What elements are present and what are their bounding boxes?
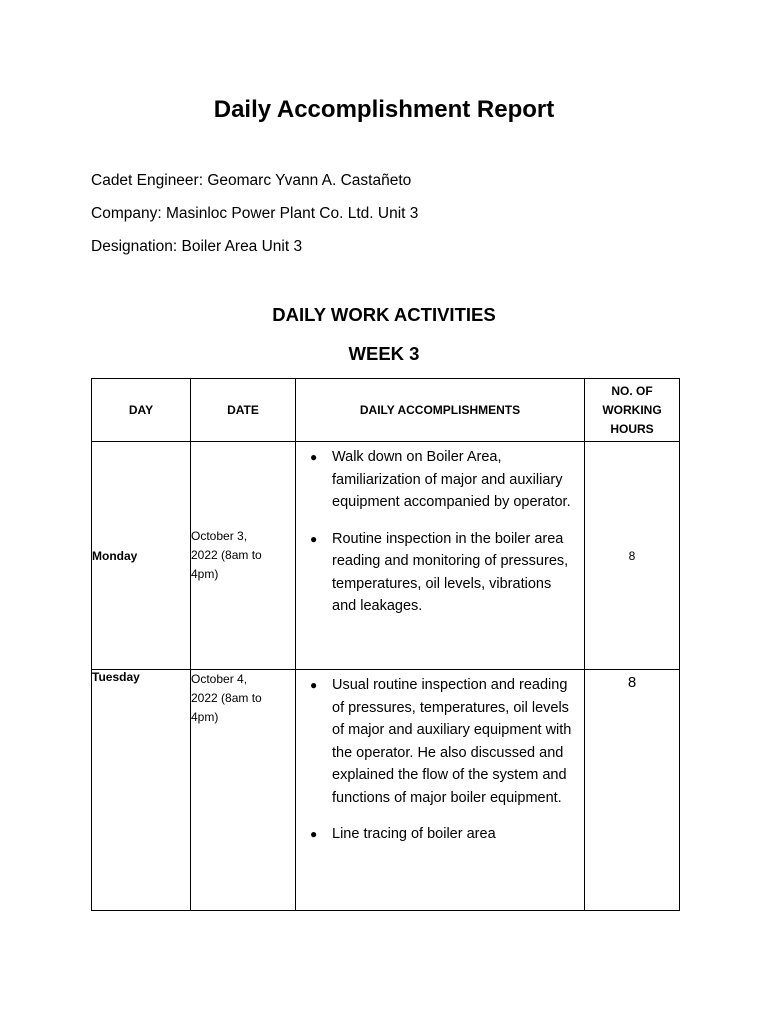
section-title: DAILY WORK ACTIVITIES: [272, 304, 496, 325]
hours-cell: 8: [585, 670, 680, 911]
designation-line: [91, 238, 302, 256]
date-line: 2022 (8am to: [191, 548, 262, 562]
accomplishment-text: Walk down on Boiler Area, familiarization of major and auxiliary equipment accompanied by operator.: [332, 449, 571, 510]
accomplishments-cell: [296, 670, 585, 911]
cadet-engineer-label: Cadet Engineer:: [91, 172, 204, 189]
table-row: [92, 670, 680, 911]
accomplishment-text: Line tracing of boiler area: [332, 826, 496, 842]
list-item: [310, 446, 576, 514]
bullet-icon: ●: [310, 827, 318, 841]
day-cell: Tuesday: [92, 670, 191, 911]
table-row: [92, 442, 680, 670]
list-item: [310, 823, 576, 846]
bullet-icon: ●: [310, 531, 318, 546]
date-line: October 3,: [191, 529, 248, 543]
activities-table: [91, 378, 680, 911]
company-value: Masinloc Power Plant Co. Ltd. Unit 3: [165, 205, 419, 222]
date-cell: [191, 442, 296, 670]
list-item: [310, 528, 576, 618]
header-day: DAY: [92, 379, 191, 442]
header-hours: [585, 379, 680, 442]
cadet-engineer-value: Geomarc Yvann A. Castañeto: [207, 172, 412, 189]
accomplishment-text: Routine inspection in the boiler area reading and monitoring of pressures, temperatures, oil levels, vibrations and leakages.: [332, 530, 569, 614]
accomplishments-list: [296, 670, 584, 846]
date-line: 2022 (8am to: [191, 691, 262, 705]
header-hours-line: WORKING: [602, 402, 662, 417]
header-hours-line: NO. OF: [611, 383, 653, 398]
company-line: [91, 205, 418, 223]
table-header: [92, 379, 680, 442]
accomplishment-text: Usual routine inspection and reading of pressures, temperatures, oil levels of major and auxiliary equipment with the operator. He also discussed and explained the flow of the system and functions of major boiler equipment.: [332, 677, 572, 806]
date-line: October 4,: [191, 672, 248, 686]
date-line: 4pm): [191, 710, 219, 724]
day-cell: Monday: [92, 442, 191, 670]
date-cell: [191, 670, 296, 911]
bullet-icon: ●: [310, 678, 318, 692]
header-accomplishments: DAILY ACCOMPLISHMENTS: [296, 379, 585, 442]
week-heading: WEEK 3: [348, 343, 420, 364]
accomplishments-cell: [296, 442, 585, 670]
designation-value: Boiler Area Unit 3: [181, 238, 303, 255]
accomplishments-list: [296, 442, 584, 618]
company-label: Company:: [91, 205, 162, 222]
date-line: 4pm): [191, 567, 219, 581]
cadet-engineer-line: [91, 172, 411, 190]
header-row: [92, 379, 680, 442]
header-date: DATE: [191, 379, 296, 442]
header-hours-line: HOURS: [610, 421, 654, 436]
bullet-icon: ●: [310, 450, 318, 464]
report-title: Daily Accomplishment Report: [213, 96, 555, 123]
designation-label: Designation:: [91, 238, 178, 255]
hours-cell: 8: [585, 442, 680, 670]
list-item: [310, 674, 576, 809]
